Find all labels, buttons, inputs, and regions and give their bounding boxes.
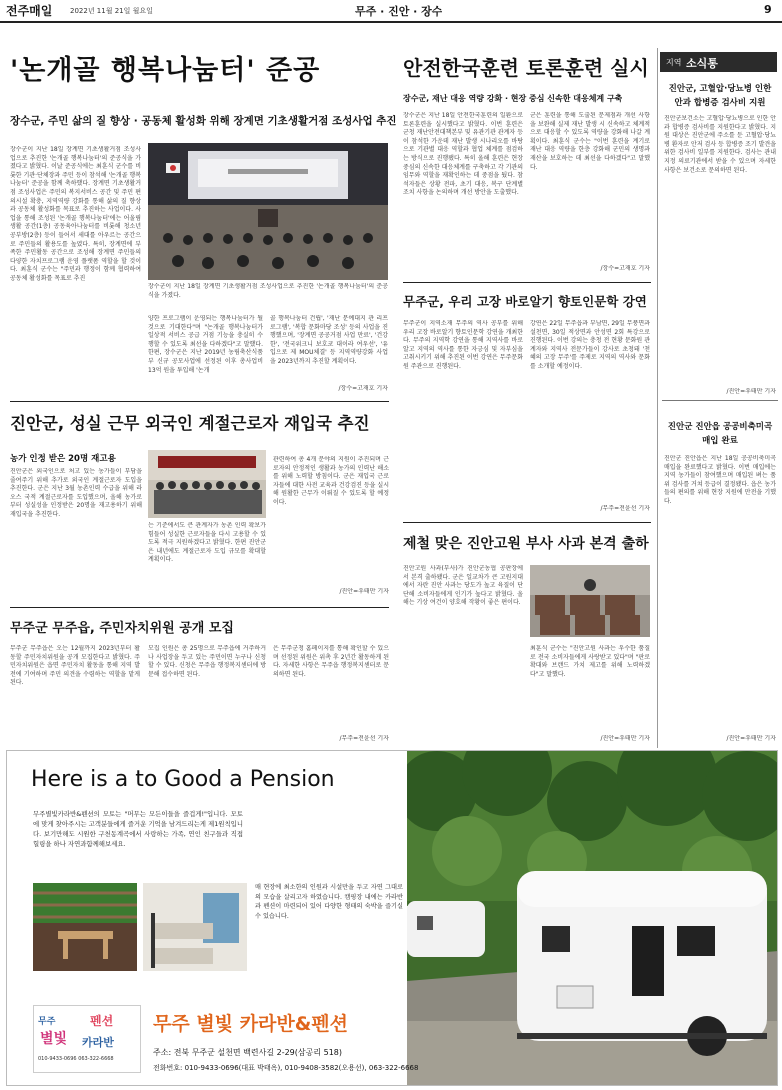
ad-business-name: 무주 별빛 카라반&펜션 — [153, 1013, 348, 1035]
workers-group-photo — [148, 450, 266, 518]
article-body-humanities-2: 강연은 22일 무주읍과 부남면, 29일 무풍면과 설천면, 30일 적상면과 안성면 2회 특강으로 진행된다. 이번 강의는 충청 전 현황 문화원 관계자와 지역사 전문가들이 강사로 초청돼 '천혜의 고장 무주'를 주제로 지역의 역사와 문화를 소개할 예정이다. — [530, 320, 650, 370]
sidebar-news2-body: 진안군 진안읍은 지난 18일 공공비축미곡 매입을 완료했다고 밝혔다. 이번 매입에는 지역 농가들이 참여했으며 매입된 벼는 품위 검사를 거쳐 등급이 결정됐다. 읍은 농가들의 편의를 위해 현장 지원에 만전을 기했다. — [664, 455, 776, 505]
workers-group-photo-image — [148, 450, 266, 518]
article-subtitle-seasonal-workers: 농가 인정 받은 20명 재고용 — [10, 454, 116, 464]
article-title-apple-harvest: 제철 맞은 진안고원 부사 사과 본격 출하 — [403, 536, 649, 552]
divider-a3 — [403, 522, 651, 523]
article-title-safety-drill: 안전한국훈련 토론훈련 실시 — [403, 56, 649, 80]
ceremony-photo-caption: 장수군이 지난 18일 장계면 기초생활거점 조성사업으로 추진한 '논개골 행복나눔터'의 준공식을 가졌다. — [148, 283, 388, 299]
section-title: 무주 · 진안 · 장수 — [355, 5, 443, 18]
sidebar-news1-body: 진안군보건소는 고혈압·당뇨병으로 인한 안과 합병증 검사비를 지원한다고 밝혔다. 지원 대상은 진안군에 주소를 둔 고혈압·당뇨병 환자로 안저 검사 등 합병증 조기 발견을 위한 검사비 일부를 지원한다. 검사는 관내 지정 의료기관에서 받을 수 있으며 자세한 사항은 보건소로 문의하면 된다. — [664, 115, 776, 174]
byline-humanities: /무주=전윤선 기자 — [600, 505, 650, 512]
apple-harvest-photo-image — [530, 565, 650, 637]
logo-town: 무주 — [38, 1017, 56, 1027]
logo-phone: 010-9433-0696 063-322-6668 — [38, 1056, 114, 1062]
article-body-seasonal-workers-1: 진안군은 외국인으로 처고 있는 농가들이 부담을 줄여주기 위해 추가로 외국인 계절근로자 도입을 추진한다. 군은 지난 3월 농촌인력 수급을 위해 라오스 국적 계절근로자를 도입했으며, 올해 농가로부터 성실성을 인정받은 20명을 재고용하기 위해 재입국을 추진한다. — [10, 468, 142, 518]
issue-date: 2022년 11월 21일 월요일 — [70, 7, 153, 15]
pension-logo — [33, 1005, 141, 1073]
sidebar-header-title: 소식통 — [686, 57, 718, 70]
ad-headline: Here is a to Good a Pension — [31, 767, 335, 792]
byline-seasonal-workers: /진안=우태만 기자 — [339, 588, 389, 595]
ceremony-photo-image — [148, 143, 388, 280]
article-body-humanities-1: 무주군이 지역소재 무주의 역사 공부를 위해 우리 고장 바로알기 향토인문학 강연을 개최한다. 무주의 지역학 강연을 통해 지역사를 바로 알고 지역의 역사를 통한 자긍심 및 자부심을 고취시키기 위해 추진된 이번 강연은 무주문화원 주관으로 진행된다. — [403, 320, 523, 370]
article-body-safety-drill-1: 장수군은 지난 18일 안전한국훈련의 일환으로 토론훈련을 실시했다고 밝혔다. 이번 훈련은 군청 재난안전대책본부 및 유관기관 관계자 등이 참석한 가운데 재난 발생 시나리오를 바탕으로 기관별 대응 역할과 협업 체계를 점검하는 방식으로 진행됐다. 특히 올해 훈련은 현장 중심의 신속한 대응체계를 구축하고 각 기관의 임무와 역할을 재확인하는 데 중점을 뒀다. 참석자들은 상황 전파, 초기 대응, 복구 단계별 조치 사항을 논의하며 개선 방안을 도출했다. — [403, 112, 523, 197]
picnic-deck-photo — [33, 883, 137, 971]
article-body-safety-drill-2: 군은 훈련을 통해 도출된 문제점과 개선 사항을 보완해 실제 재난 발생 시 신속하고 체계적으로 대응할 수 있도록 역량을 강화해 나갈 계획이다. 최훈식 군수는 "이번 훈련을 계기로 재난 대응 역량을 한층 강화해 군민의 생명과 재산을 보호하는 데 최선을 다하겠다"고 말했다. — [530, 112, 650, 171]
paper-name: 전주매일 — [6, 4, 53, 18]
byline-apple-harvest: /진안=우태만 기자 — [600, 735, 650, 742]
article-body-residents-committee-3: 은 무주군청 홈페이지를 통해 확인할 수 있으며 선정된 위원은 위촉 후 2년간 활동하게 된다. 자세한 사항은 무주읍 행정복지센터로 문의하면 된다. — [273, 645, 389, 678]
page-number: 9 — [764, 3, 772, 16]
article-body-nongaegol-1: 장수군이 지난 18일 장계면 기초생활거점 조성사업으로 추진한 '논개골 행복나눔터'의 준공식을 가졌다고 밝혔다. 이날 준공식에는 최훈식 군수를 비롯한 기관·단체장과 주민 등이 참석해 '논개골 행복나눔터' 준공을 함께 축하했다. 장계면 기초생활거점 조성사업은 주민의 복지서비스 공간 및 주민 편의시설 확충, 지역역량 강화를 통해 삶의 질 향상과 공동체 활성화를 목표로 추진하는 사업이다. 사업을 통해 조성된 '논개골 행복나눔터'에는 어울림생활 공간(1층) 공동육아나눔터를 비롯해 청소년 공부방(2층) 등이 들어서 세대를 아우르는 공간으로 주민들의 활용도를 높였다. 특히, 장계면에 부족한 주민활동 공간으로 조성해 장계면 주민들의 다양한 자치프로그램 운영 플랫폼 역할을 할 것이다. 최훈식 군수는 "주민과 행정이 함께 협력하여 공동체 활성화를 목표로 추진 — [10, 146, 141, 282]
sidebar-left-rule — [657, 48, 658, 748]
logo-pension: 펜션 — [90, 1014, 114, 1028]
sidebar-news1-title: 진안군, 고혈압·당뇨병 인한 안과 합병증 검사비 지원 — [668, 84, 772, 108]
article-title-nongaegol: '논개골 행복나눔터' 준공 — [10, 55, 321, 86]
article-body-apple-harvest-2: 최훈식 군수는 "진안고원 사과는 우수한 품질로 전국 소비자들에게 사랑받고 있다"며 "판로 확대와 브랜드 가치 제고를 위해 노력하겠다"고 말했다. — [530, 645, 650, 678]
article-title-seasonal-workers: 진안군, 성실 근무 외국인 계절근로자 재입국 추진 — [10, 414, 370, 433]
apple-harvest-photo — [530, 565, 650, 637]
article-body-residents-committee-2: 모집 인원은 총 25명으로 무주읍에 거주하거나 사업장을 두고 있는 주민이면 누구나 신청할 수 있다. 신청은 무주읍 행정복지센터에 방문해 접수하면 된다. — [148, 645, 266, 678]
article-body-seasonal-workers-3: 관련하여 총 4개 분야의 지원이 추진되며 근로자의 안정적인 생활과 농가의 인력난 해소를 위해 노력할 방침이다. 군은 재입국 근로자들에 대한 사전 교육과 건강검진 등을 실시해 원활한 근무가 이뤄질 수 있도록 할 예정이다. — [273, 456, 389, 506]
article-body-nongaegol-2: 양한 프로그램이 운영되는 행복나눔터가 될 것으로 기대한다"며 "논개골 행복나눔터가 일상적 서비스 공급 거점 기능을 충실히 수행할 수 있도록 최선을 다하겠다"고 말했다. 한편, 장수군은 지난 2019년 농림축산식품부 신규 공모사업에 선정된 이후 총사업비 13억 원을 투입해 '논개 — [148, 315, 263, 374]
article-subtitle-nongaegol: 장수군, 주민 삶의 질 향상 · 공동체 활성화 위해 장계면 기초생활거점 조성사업 추진 — [10, 115, 397, 127]
article-body-residents-committee-1: 무주군 무주읍은 오는 12월까지 2023년부터 활동할 주민자치위원을 공개 모집한다고 밝혔다. 주민자치위원은 읍면 주민자치 활동을 통해 지역 발전에 기여하며 주민 의견을 수렴하는 역할을 맡게 된다. — [10, 645, 140, 687]
article-body-nongaegol-3: 골 행복나눔터 건립', '재난 문예대지 관 리프로그램', '복합 문화마당 조성' 등의 사업을 진행했으며, '장계면 공공거점 사업 만료', '건강한', '전국위크니 보호코 대이라 여우선', '유입으로 제 MOU체결' 등 지역역량강화 사업을 2023년까지 추진할 계획이다. — [270, 315, 388, 365]
divider-a2 — [403, 282, 651, 283]
ad-phone: 전화번호: 010-9433-0696(대표 박태옥), 010-9408-3582(오용선), 063-322-6668 — [153, 1064, 419, 1072]
masthead-rule — [0, 21, 782, 23]
article-body-seasonal-workers-2: 는 기준에서도 큰 관계자가 농촌 인력 확보가 힘들어 성실한 근로자들을 다시 고용할 수 있도록 적극 지원하겠다고 밝혔다. 한편 진안군은 내년에도 계절근로자 도입 규모를 확대할 계획이다. — [148, 522, 266, 564]
pension-advertisement — [6, 750, 778, 1086]
ad-intro: 무주별빛카라반&펜션의 모토는 "머무는 모든이들을 즐겁게!"입니다. 모토에 맞게 찾아주시는 고객분들에게 즐거운 기억을 남겨드리는게 제1원칙입니다. 보기만해도 시원한 구천동계곡에서 사랑하는 가족, 연인 친구들과 직접 힐링을 하나 자연과함께해보세요. — [33, 810, 243, 848]
sidebar-news2-byline: /진안=우태만 기자 — [726, 735, 776, 742]
article-subtitle-safety-drill: 장수군, 재난 대응 역량 강화 · 현장 중심 신속한 대응체계 구축 — [403, 94, 623, 103]
logo-caravan: 카라반 — [82, 1036, 114, 1049]
caravan-photo — [407, 751, 778, 1086]
byline-safety-drill: /장수=고재호 기자 — [600, 265, 650, 272]
divider-a1 — [10, 401, 389, 402]
divider-a4 — [10, 607, 389, 608]
article-title-humanities-lecture: 무주군, 우리 고장 바로알기 향토인문학 강연 — [403, 294, 647, 309]
sidebar-divider — [662, 400, 778, 401]
sidebar-header-box — [660, 52, 777, 72]
ad-address: 주소: 전북 무주군 설천면 백련사길 2-29(삼공리 518) — [153, 1048, 342, 1057]
sidebar-news1-byline: /진안=우태만 기자 — [726, 388, 776, 395]
article-body-apple-harvest-1: 진안고원 사과(부사)가 진안군농협 공판장에서 본격 출하됐다. 군은 일교차가 큰 고원지대에서 자란 진안 사과는 당도가 높고 육질이 단단해 소비자들에게 인기가 높다고 밝혔다. 올해는 기상 여건이 양호해 작황이 좋은 편이다. — [403, 565, 523, 607]
article-title-residents-committee: 무주군 무주읍, 주민자치위원 공개 모집 — [10, 621, 234, 636]
ceremony-photo — [148, 143, 388, 280]
bedroom-photo — [143, 883, 247, 971]
ad-body: 매 현장에 최소한의 인원과 시설만을 두고 자연 그대로의 모습을 살리고자 하였습니다. 캠핑장 내에는 카라반과 펜션이 마련되어 있어 다양한 형태의 숙박을 즐기실 수 있습니다. — [255, 884, 403, 920]
logo-starlight: 별빛 — [40, 1031, 68, 1047]
sidebar-region-label: 지역 — [666, 58, 682, 67]
byline-residents-committee: /무주=전윤선 기자 — [339, 735, 389, 742]
sidebar-news2-title: 진안군 진안읍 공공비축미곡 매입 완료 — [667, 422, 773, 446]
byline-nongaegol: /장수=고재호 기자 — [338, 385, 388, 392]
